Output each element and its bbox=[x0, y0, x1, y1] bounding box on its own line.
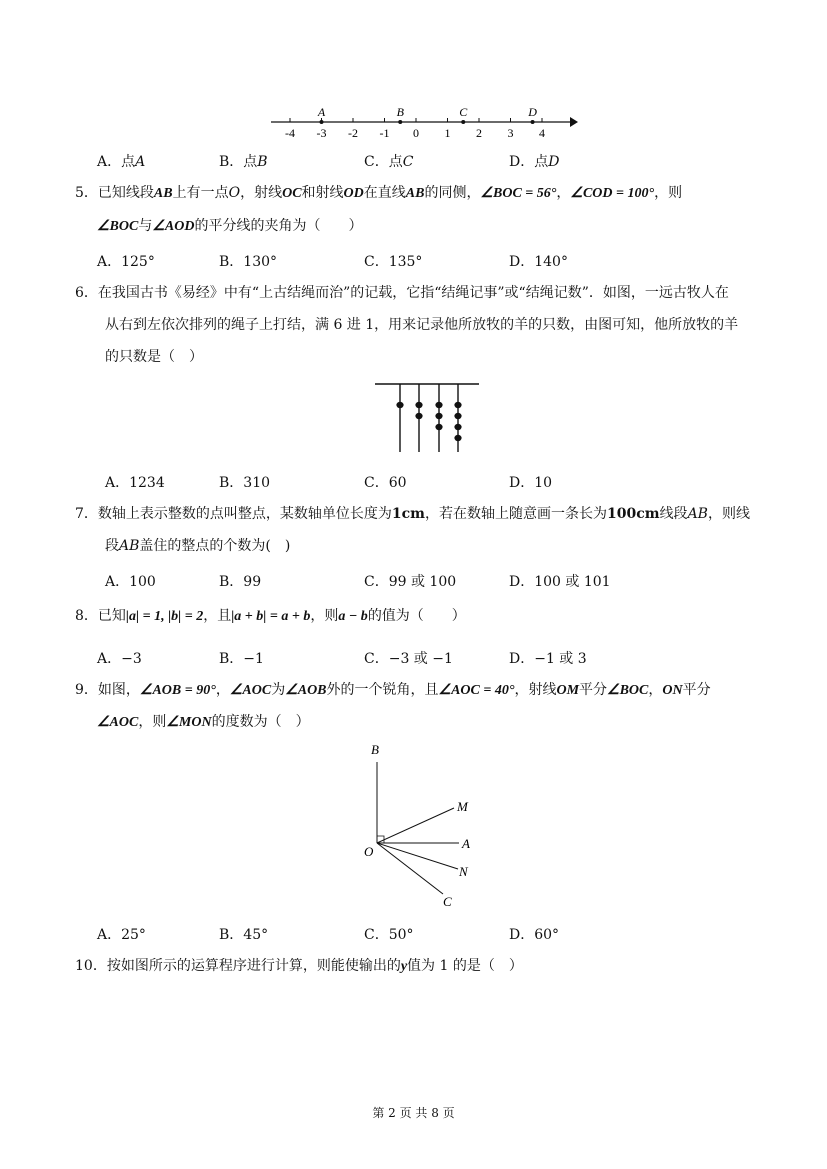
q10-line: 10．按如图所示的运算程序进行计算，则能使输出的y值为 1 的是（ ） bbox=[75, 958, 523, 974]
rope-knot bbox=[454, 413, 461, 419]
number-line-point bbox=[531, 120, 535, 124]
number-line-tick-label: 3 bbox=[507, 126, 514, 140]
q7-line2: 段AB盖住的整点的个数为( ) bbox=[105, 538, 291, 554]
q8-option-b[interactable]: B．−1 bbox=[219, 651, 264, 667]
q9-option-d[interactable]: D．60° bbox=[509, 927, 560, 943]
q6-line2: 从右到左依次排列的绳子上打结，满 6 进 1，用来记录他所放牧的羊的只数，由图可知，他所放牧的羊 bbox=[105, 317, 739, 333]
q6-option-b[interactable]: B．310 bbox=[219, 475, 271, 491]
q6-option-c[interactable]: C．60 bbox=[364, 475, 407, 491]
rope-knot bbox=[396, 402, 403, 408]
number-line-point bbox=[320, 120, 324, 124]
q9-option-b[interactable]: B．45° bbox=[219, 927, 269, 943]
q7-option-b[interactable]: B．99 bbox=[219, 574, 262, 590]
number-line-point bbox=[398, 120, 402, 124]
knot-rope-figure bbox=[375, 378, 481, 454]
ray-om bbox=[377, 808, 454, 843]
q4-option-b[interactable]: B．点B bbox=[219, 154, 268, 170]
q5-line1: 5．已知线段AB上有一点O，射线OC和射线OD在直线AB的同侧，∠BOC = 56°，∠COD = 100°，则 bbox=[75, 185, 683, 201]
q5-option-a[interactable]: A．125° bbox=[97, 254, 155, 270]
q5-option-d[interactable]: D．140° bbox=[509, 254, 568, 270]
number-line-point-label: B bbox=[396, 105, 404, 119]
page-footer: 第 2 页 共 8 页 bbox=[372, 1106, 455, 1120]
number-line-tick-label: 1 bbox=[444, 126, 451, 140]
number-line-point bbox=[461, 120, 465, 124]
q9-option-c[interactable]: C．50° bbox=[364, 927, 414, 943]
number-line-tick-label: -2 bbox=[348, 126, 358, 140]
q7-option-a[interactable]: A．100 bbox=[105, 574, 156, 590]
q8-option-c[interactable]: C．−3 或 −1 bbox=[364, 651, 453, 667]
q9-line1: 9．如图，∠AOB = 90°，∠AOC为∠AOB外的一个锐角，且∠AOC = 40°，射线OM平分∠BOC，ON平分 bbox=[75, 682, 711, 698]
label-n: N bbox=[459, 864, 468, 879]
q6-option-a[interactable]: A．1234 bbox=[105, 475, 165, 491]
q7-line1: 7．数轴上表示整数的点叫整点，某数轴单位长度为1cm，若在数轴上随意画一条长为100cm线段AB，则线 bbox=[75, 506, 750, 522]
q6-line3: 的只数是（ ） bbox=[105, 349, 203, 365]
rope-knot bbox=[435, 402, 442, 408]
q4-option-d[interactable]: D．点D bbox=[509, 154, 560, 170]
q8-option-d[interactable]: D．−1 或 3 bbox=[509, 651, 587, 667]
label-a: A bbox=[462, 836, 470, 851]
q9-line2: ∠AOC，则∠MON的度数为（ ） bbox=[97, 714, 310, 730]
rope-knot bbox=[415, 402, 422, 408]
q7-option-d[interactable]: D．100 或 101 bbox=[509, 574, 611, 590]
q6-line1: 6．在我国古书《易经》中有“上古结绳而治”的记载，它指“结绳记事”或“结绳记数”．如图，一远古牧人在 bbox=[75, 285, 729, 301]
q6-option-d[interactable]: D．10 bbox=[509, 475, 553, 491]
number-line-tick-label: 2 bbox=[476, 126, 482, 140]
q5-option-c[interactable]: C．135° bbox=[364, 254, 423, 270]
number-line-point-label: C bbox=[459, 105, 468, 119]
number-line-point-label: D bbox=[528, 105, 537, 119]
q8-option-a[interactable]: A．−3 bbox=[97, 651, 142, 667]
number-line-tick-label: 4 bbox=[539, 126, 545, 140]
q9-option-a[interactable]: A．25° bbox=[97, 927, 146, 943]
ray-oc bbox=[377, 843, 443, 894]
rope-knot bbox=[454, 435, 461, 441]
rope-knot bbox=[415, 413, 422, 419]
number-line-point-label: A bbox=[317, 105, 326, 119]
label-c: C bbox=[443, 894, 452, 909]
label-m: M bbox=[457, 799, 468, 814]
number-line-tick-label: -4 bbox=[285, 126, 295, 140]
q7-option-c[interactable]: C．99 或 100 bbox=[364, 574, 457, 590]
rope-knot bbox=[454, 424, 461, 430]
ray-on bbox=[377, 843, 458, 869]
q5-line2: ∠BOC与∠AOD的平分线的夹角为（ ） bbox=[97, 218, 363, 234]
number-line-tick-label: -1 bbox=[379, 126, 390, 140]
rope-knot bbox=[435, 413, 442, 419]
number-line-figure bbox=[265, 100, 585, 142]
q5-option-b[interactable]: B．130° bbox=[219, 254, 278, 270]
label-o: O bbox=[364, 844, 374, 859]
number-line-tick-label: -3 bbox=[316, 126, 327, 140]
q4-option-a[interactable]: A．点A bbox=[97, 154, 146, 170]
rope-knot bbox=[454, 402, 461, 408]
number-line-arrow bbox=[570, 117, 578, 127]
label-b: B bbox=[371, 742, 379, 757]
q8-line: 8．已知|a| = 1, |b| = 2，且|a + b| = a + b，则a − b的值为（ ） bbox=[75, 608, 466, 624]
rope-knot bbox=[435, 424, 442, 430]
number-line-tick-label: 0 bbox=[413, 126, 419, 140]
angle-figure bbox=[355, 738, 485, 913]
q4-option-c[interactable]: C．点C bbox=[364, 154, 414, 170]
